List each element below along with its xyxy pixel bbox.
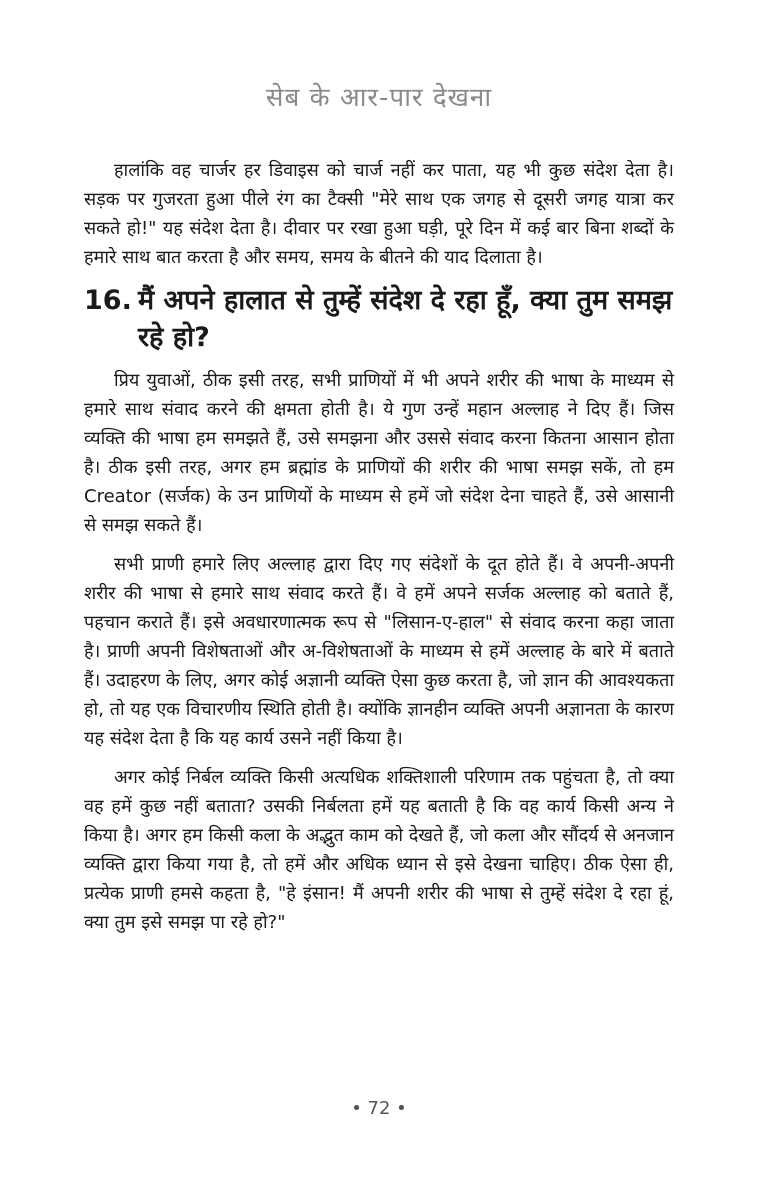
paragraph-1: हालांकि वह चार्जर हर डिवाइस को चार्ज नहीं कर पाता, यह भी कुछ संदेश देता है। सड़क पर गुजरता हुआ पीले रंग का टैक्सी "मेरे साथ एक जगह से दूसरी जगह यात्रा कर सकते हो!" यह संदेश देता है। दीवार पर रखा हुआ घड़ी, पूरे दिन में कई बार बिना शब्दों के हमारे साथ बात करता है और समय, समय के बीतने की याद दिलाता है।: [84, 160, 674, 268]
chapter-heading: [84, 282, 674, 356]
page-number: • 72 •: [351, 1098, 407, 1119]
chapter-title: मैं अपने हालात से तुम्हें संदेश दे रहा हूँ, क्या तुम समझ रहे हो?: [138, 285, 673, 353]
paragraph-3: सभी प्राणी हमारे लिए अल्लाह द्वारा दिए गए संदेशों के दूत होते हैं। वे अपनी-अपनी शरीर की भाषा से हमारे साथ संवाद करते हैं। वे हमें अपने सर्जक अल्लाह को बताते हैं, पहचान कराते हैं। इसे अवधारणात्मक रूप से "लिसान-ए-हाल" से संवाद करना कहा जाता है। प्राणी अपनी विशेषताओं और अ-विशेषताओं के माध्यम से हमें अल्लाह के बारे में बताते हैं। उदाहरण के लिए, अगर कोई अज्ञानी व्यक्ति ऐसा कुछ करता है, जो ज्ञान की आवश्यकता हो, तो यह एक विचारणीय स्थिति होती है। क्योंकि ज्ञानहीन व्यक्ति अपनी अज्ञानता के कारण यह संदेश देता है कि यह कार्य उसने नहीं किया है।: [84, 554, 674, 749]
page-content: [84, 156, 674, 947]
paragraph-4: अगर कोई निर्बल व्यक्ति किसी अत्यधिक शक्तिशाली परिणाम तक पहुंचता है, तो क्या वह हमें कुछ नहीं बताता? उसकी निर्बलता हमें यह बताती है कि वह कार्य किसी अन्य ने किया है। अगर हम किसी कला के अद्भुत काम को देखते हैं, जो कला और सौंदर्य से अनजान व्यक्ति द्वारा किया गया है, तो हमें और अधिक ध्यान से इसे देखना चाहिए। ठीक ऐसा ही, प्रत्येक प्राणी हमसे कहता है, "हे इंसान! मैं अपनी शरीर की भाषा से तुम्हें संदेश दे रहा हूं, क्या तुम इसे समझ पा रहे हो?": [84, 767, 674, 933]
paragraph-2: प्रिय युवाओं, ठीक इसी तरह, सभी प्राणियों में भी अपने शरीर की भाषा के माध्यम से हमारे साथ संवाद करने की क्षमता होती है। ये गुण उन्हें महान अल्लाह ने दिए हैं। जिस व्यक्ति की भाषा हम समझते हैं, उसे समझना और उससे संवाद करना कितना आसान होता है। ठीक इसी तरह, अगर हम ब्रह्मांड के प्राणियों की शरीर की भाषा समझ सकें, तो हम Creator (सर्जक) के उन प्राणियों के माध्यम से हमें जो संदेश देना चाहते हैं, उसे आसानी से समझ सकते हैं।: [84, 370, 674, 536]
chapter-number: 16.: [84, 285, 132, 316]
running-head: सेब के आर-पार देखना: [265, 83, 493, 113]
